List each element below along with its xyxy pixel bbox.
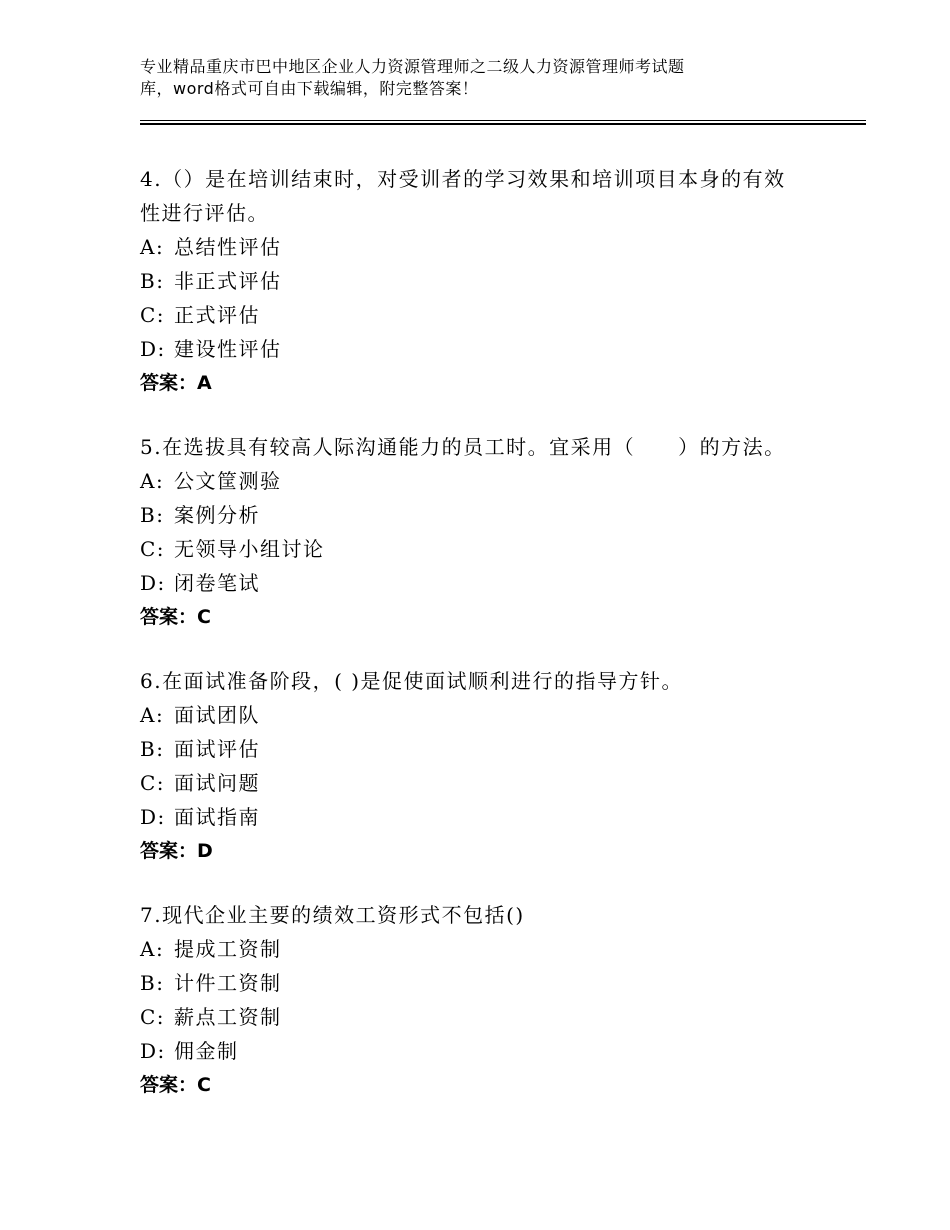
- option-b: [140, 264, 840, 298]
- option-key: C:: [140, 537, 166, 561]
- option-a: [140, 230, 840, 264]
- question-stem: [140, 898, 840, 932]
- option-c: [140, 298, 840, 332]
- header-divider-thin: [140, 120, 866, 121]
- option-text: 面试问题: [174, 771, 260, 795]
- option-c: [140, 766, 840, 800]
- option-d: [140, 332, 840, 366]
- option-a: [140, 698, 840, 732]
- option-d: [140, 566, 840, 600]
- question-stem-line: 4.（）是在培训结束时，对受训者的学习效果和培训项目本身的有效: [140, 167, 786, 191]
- option-b: [140, 966, 840, 1000]
- header-divider-thick: [140, 123, 866, 125]
- header-title-line-2: 库，word格式可自由下载编辑，附完整答案！: [140, 79, 479, 98]
- option-text: 面试团队: [174, 703, 260, 727]
- question-5: [140, 430, 840, 634]
- question-stem: [140, 430, 840, 464]
- question-stem-line: 7.现代企业主要的绩效工资形式不包括(): [140, 903, 525, 927]
- option-text: 面试评估: [174, 737, 260, 761]
- option-key: B:: [140, 269, 165, 293]
- option-d: [140, 1034, 840, 1068]
- option-d: [140, 800, 840, 834]
- option-b: [140, 498, 840, 532]
- question-6: [140, 664, 840, 868]
- question-7: [140, 898, 840, 1102]
- option-text: 非正式评估: [174, 269, 282, 293]
- option-text: 公文筐测验: [174, 469, 282, 493]
- answer-label: 答案：C: [140, 606, 211, 628]
- option-key: B:: [140, 503, 165, 527]
- option-key: A:: [140, 235, 165, 259]
- question-stem-line: 5.在选拔具有较高人际沟通能力的员工时。宜采用（ ）的方法。: [140, 435, 786, 459]
- option-key: D:: [140, 337, 166, 361]
- option-c: [140, 532, 840, 566]
- option-key: D:: [140, 805, 166, 829]
- option-text: 面试指南: [174, 805, 260, 829]
- option-key: A:: [140, 703, 165, 727]
- answer-label: 答案：C: [140, 1074, 211, 1096]
- header-title-line-1: 专业精品重庆市巴中地区企业人力资源管理师之二级人力资源管理师考试题: [140, 57, 685, 76]
- option-text: 薪点工资制: [174, 1005, 282, 1029]
- option-key: A:: [140, 937, 165, 961]
- option-text: 无领导小组讨论: [174, 537, 325, 561]
- option-text: 提成工资制: [174, 937, 282, 961]
- option-text: 计件工资制: [174, 971, 282, 995]
- option-key: A:: [140, 469, 165, 493]
- option-key: C:: [140, 771, 166, 795]
- option-key: D:: [140, 1039, 166, 1063]
- option-text: 闭卷笔试: [174, 571, 260, 595]
- answer-label: 答案：D: [140, 840, 213, 862]
- option-key: B:: [140, 737, 165, 761]
- option-a: [140, 464, 840, 498]
- question-stem: [140, 664, 840, 698]
- option-key: B:: [140, 971, 165, 995]
- document-header: [140, 56, 780, 100]
- question-list: [140, 162, 840, 1132]
- option-a: [140, 932, 840, 966]
- question-stem-line: 性进行评估。: [140, 201, 269, 225]
- option-text: 案例分析: [174, 503, 260, 527]
- question-4: [140, 162, 840, 400]
- question-stem: [140, 162, 840, 230]
- option-key: C:: [140, 1005, 166, 1029]
- option-key: C:: [140, 303, 166, 327]
- option-b: [140, 732, 840, 766]
- option-text: 佣金制: [174, 1039, 239, 1063]
- option-key: D:: [140, 571, 166, 595]
- option-text: 建设性评估: [174, 337, 282, 361]
- question-stem-line: 6.在面试准备阶段，( )是促使面试顺利进行的指导方针。: [140, 669, 684, 693]
- answer-label: 答案：A: [140, 372, 212, 394]
- option-text: 总结性评估: [174, 235, 282, 259]
- option-text: 正式评估: [174, 303, 260, 327]
- option-c: [140, 1000, 840, 1034]
